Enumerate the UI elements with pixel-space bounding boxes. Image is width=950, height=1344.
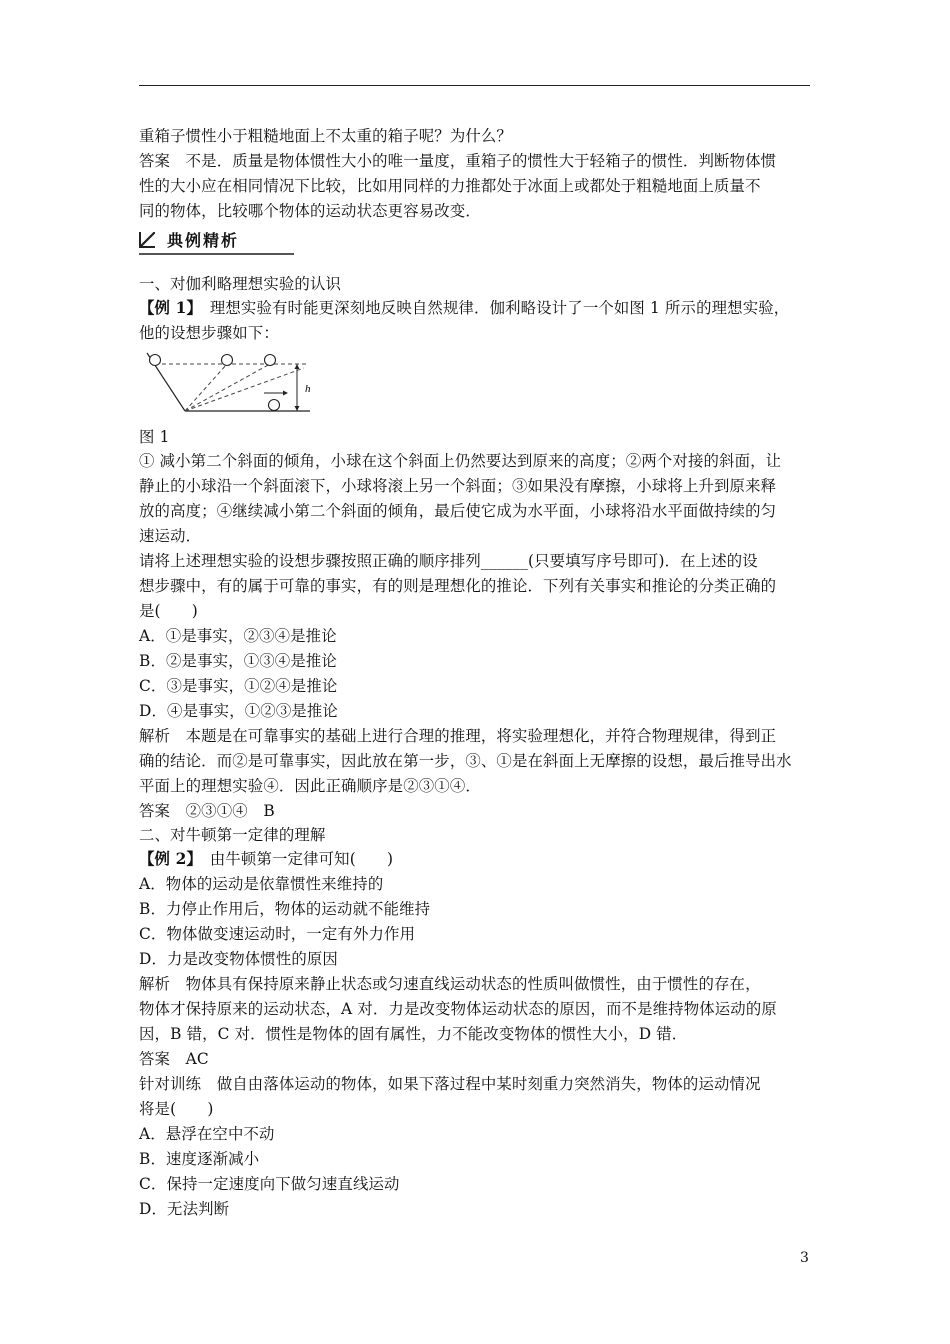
analysis-line: 解析 本题是在可靠事实的基础上进行合理的推理，将实验理想化，并符合物理规律，得到正 [139, 727, 777, 745]
answer-line: 答案 ②③①④ B [139, 802, 275, 820]
option-a: A．①是事实，②③④是推论 [139, 627, 337, 645]
option-d: D．力是改变物体惯性的原因 [139, 950, 338, 968]
text-line: 同的物体，比较哪个物体的运动状态更容易改变． [139, 202, 481, 220]
analysis-line: 平面上的理想实验④．因此正确顺序是②③①④． [139, 777, 481, 795]
ball-middle [265, 355, 276, 366]
part-title: 一、对伽利略理想实验的认识 [139, 275, 342, 293]
section-marker-icon [139, 232, 155, 248]
option-b: B．②是事实，①③④是推论 [139, 652, 337, 670]
training-line: 针对训练 做自由落体运动的物体，如果下落过程中某时刻重力突然消失，物体的运动情况 [139, 1075, 761, 1093]
figure-1-diagram [139, 344, 319, 416]
example-1-line [139, 297, 789, 319]
analysis-line: 物体才保持原来的运动状态，A 对．力是改变物体运动状态的原因，而不是维持物体运动的原 [139, 1000, 777, 1018]
text-line: 是( ) [139, 602, 198, 620]
example-label: 【例 1】 [139, 299, 195, 317]
ball-ground [269, 400, 280, 411]
text-line: 答案 不是．质量是物体惯性大小的唯一量度，重箱子的惯性大于轻箱子的惯性．判断物体惯 [139, 152, 777, 170]
option-b: B．力停止作用后，物体的运动就不能维持 [139, 900, 431, 918]
text-line: ① 减小第二个斜面的倾角，小球在这个斜面上仍然要达到原来的高度；②两个对接的斜面，让 [139, 452, 782, 470]
text-line: 重箱子惯性小于粗糙地面上不太重的箱子呢？为什么？ [139, 127, 512, 145]
example-1-line-2: 他的设想步骤如下： [139, 324, 279, 342]
option-d: D．④是事实，①②③是推论 [139, 702, 338, 720]
example-text: 由牛顿第一定律可知( ) [194, 850, 394, 868]
analysis-line: 因，B 错，C 对．惯性是物体的固有属性，力不能改变物体的惯性大小，D 错． [139, 1025, 688, 1043]
example-2-line [139, 848, 393, 870]
training-line: 将是( ) [139, 1100, 214, 1118]
text-line: 放的高度；④继续减小第二个斜面的倾角，最后使它成为水平面，小球将沿水平面做持续的匀 [139, 502, 777, 520]
incline-steep [185, 364, 227, 411]
header-rule [139, 85, 810, 86]
text-line: 请将上述理想实验的设想步骤按照正确的顺序排列______(只要填写序号即可)．在上述的设 [139, 552, 758, 570]
option-c: C．③是事实，①②④是推论 [139, 677, 338, 695]
arrowhead-icon [283, 391, 288, 396]
example-label: 【例 2】 [139, 850, 195, 868]
text-line: 速运动． [139, 527, 202, 545]
answer-line: 答案 AC [139, 1050, 209, 1068]
figure-caption: 图 1 [139, 428, 170, 446]
option-a: A．悬浮在空中不动 [139, 1125, 275, 1143]
incline-shallow [185, 368, 304, 411]
section-title: 典例精析 [167, 231, 240, 250]
incline-middle [185, 364, 270, 411]
text-line: 性的大小应在相同情况下比较，比如用同样的力推都处于冰面上或都处于粗糙地面上质量不 [139, 177, 761, 195]
section-rule [139, 253, 294, 255]
option-b: B．速度逐渐减小 [139, 1150, 260, 1168]
option-d: D．无法判断 [139, 1200, 230, 1218]
ball-steep [222, 355, 233, 366]
arrowhead-icon [295, 364, 300, 369]
page-number: 3 [800, 1250, 809, 1266]
arrowhead-icon [295, 406, 300, 411]
analysis-line: 解析 物体具有保持原来静止状态或匀速直线运动状态的性质叫做惯性，由于惯性的存在， [139, 975, 761, 993]
option-a: A．物体的运动是依靠惯性来维持的 [139, 875, 384, 893]
example-text: 理想实验有时能更深刻地反映自然规律．伽利略设计了一个如图 1 所示的理想实验， [194, 299, 790, 317]
ball-start [150, 355, 161, 366]
option-c: C．物体做变速运动时，一定有外力作用 [139, 925, 416, 943]
option-c: C．保持一定速度向下做匀速直线运动 [139, 1175, 400, 1193]
text-line: 静止的小球沿一个斜面滚下，小球将滚上另一个斜面；③如果没有摩擦，小球将上升到原来释 [139, 477, 777, 495]
text-line: 想步骤中，有的属于可靠的事实，有的则是理想化的推论．下列有关事实和推论的分类正确的 [139, 577, 777, 595]
part-title: 二、对牛顿第一定律的理解 [139, 826, 326, 844]
height-label: h [305, 383, 311, 395]
analysis-line: 确的结论．而②是可靠事实，因此放在第一步，③、①是在斜面上无摩擦的设想，最后推导出水 [139, 752, 792, 770]
section-heading [139, 228, 294, 256]
